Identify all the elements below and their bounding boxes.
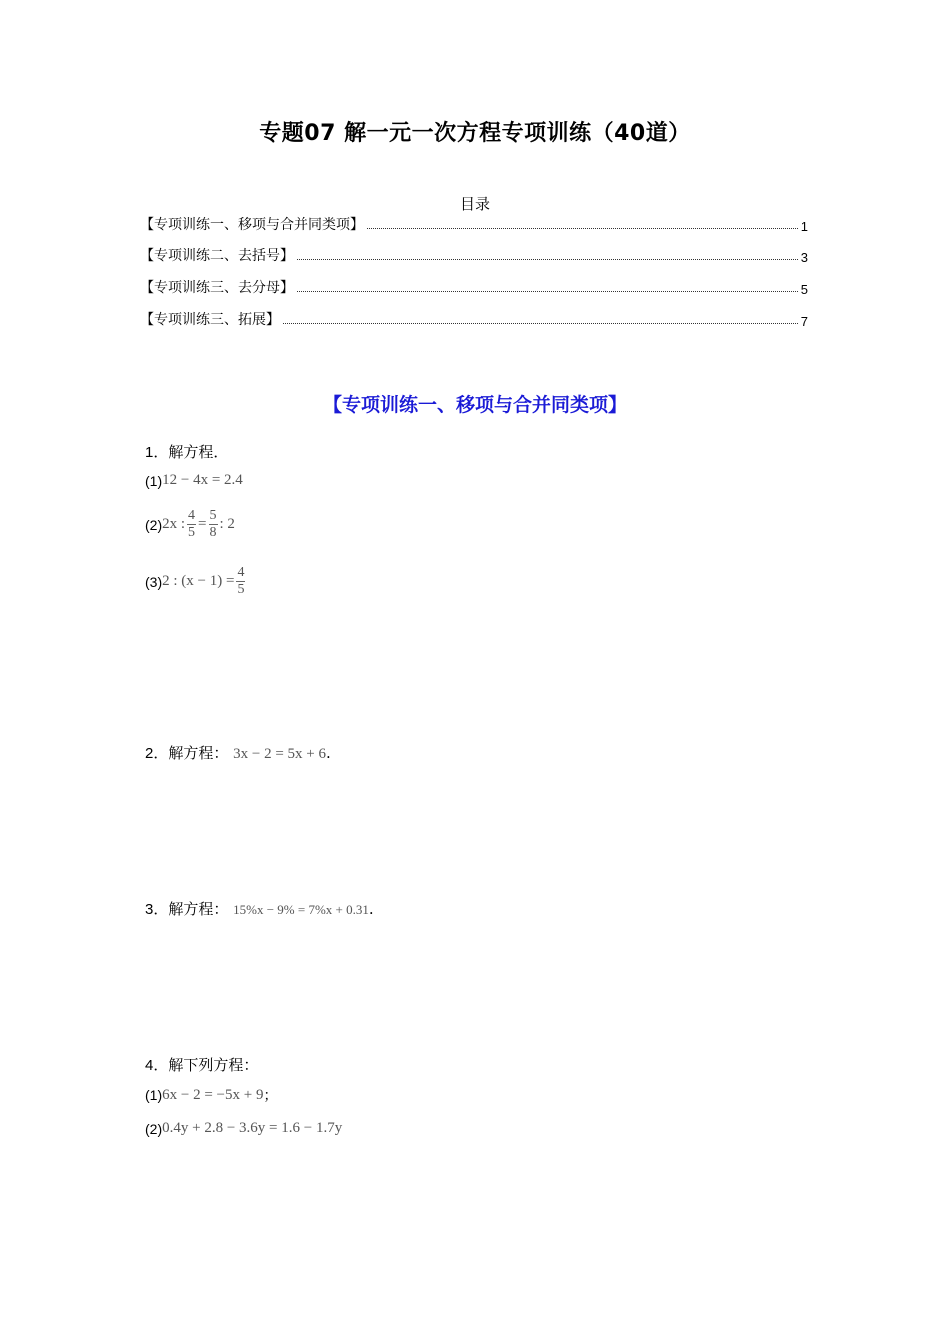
question-1-part-2 xyxy=(145,508,235,541)
fraction-numerator: 4 xyxy=(188,508,196,523)
question-number: 3． xyxy=(145,901,169,918)
question-prompt: 解方程： xyxy=(168,744,229,762)
part-label: (2) xyxy=(145,1120,163,1137)
toc-item-page: 3 xyxy=(800,250,808,265)
equation: 6x − 2 = −5x + 9 xyxy=(162,1086,264,1103)
toc-leader-dots xyxy=(283,323,798,324)
question-prompt: 解下列方程： xyxy=(168,1056,259,1074)
toc-item[interactable] xyxy=(140,307,808,329)
equation: 15%x − 9% = 7%x + 0.31 xyxy=(233,902,369,917)
question-1-part-3 xyxy=(145,565,247,598)
question-4-part-2 xyxy=(145,1120,342,1137)
toc-item[interactable] xyxy=(140,243,808,265)
fraction-denominator: 5 xyxy=(188,525,196,540)
fraction-denominator: 8 xyxy=(209,525,217,540)
toc-item[interactable] xyxy=(140,275,808,297)
section-title: 【专项训练一、移项与合并同类项】 xyxy=(322,394,627,416)
question-1 xyxy=(145,441,228,462)
page-title: 专题07 解一元一次方程专项训练（40道） xyxy=(259,121,691,146)
part-label: (3) xyxy=(145,573,163,590)
equation-term: 2 : (x − 1) = xyxy=(162,573,235,589)
fraction xyxy=(209,508,218,541)
sentence-end: ； xyxy=(263,1088,278,1104)
equals-sign: = xyxy=(198,516,207,532)
question-4 xyxy=(145,1054,258,1075)
question-number: 4． xyxy=(145,1057,169,1074)
question-prompt: 解方程． xyxy=(168,443,229,461)
equation-term: 2x : xyxy=(162,516,186,532)
part-label: (1) xyxy=(145,1087,163,1103)
fraction-numerator: 5 xyxy=(209,508,217,523)
toc-leader-dots xyxy=(297,291,798,292)
toc-item-page: 7 xyxy=(800,314,808,329)
part-label: (1) xyxy=(145,472,163,489)
question-prompt: 解方程： xyxy=(168,900,229,918)
toc-item-label: 【专项训练三、去分母】 xyxy=(140,280,294,296)
fraction-numerator: 4 xyxy=(237,565,245,580)
sentence-end: . xyxy=(368,900,374,918)
toc-item-page: 5 xyxy=(800,282,808,297)
question-number: 2． xyxy=(145,745,169,762)
toc-leader-dots xyxy=(367,228,798,229)
fraction xyxy=(187,508,196,541)
equation: 3x − 2 = 5x + 6 xyxy=(233,746,327,762)
fraction-denominator: 5 xyxy=(237,582,245,597)
toc-item-label: 【专项训练二、去括号】 xyxy=(140,248,294,264)
fraction xyxy=(236,565,245,598)
toc-leader-dots xyxy=(297,259,798,260)
question-4-part-1 xyxy=(145,1085,277,1105)
part-label: (2) xyxy=(145,516,163,533)
toc-item-label: 【专项训练一、移项与合并同类项】 xyxy=(140,217,364,233)
equation: 0.4y + 2.8 − 3.6y = 1.6 − 1.7y xyxy=(162,1120,343,1136)
toc-item-label: 【专项训练三、拓展】 xyxy=(140,312,280,328)
question-2 xyxy=(145,742,331,763)
sentence-end: . xyxy=(326,744,331,762)
toc-heading: 目录 xyxy=(459,195,490,213)
equation: 12 − 4x = 2.4 xyxy=(162,472,243,488)
equation-term: : 2 xyxy=(219,516,235,532)
question-1-part-1 xyxy=(145,472,243,489)
question-3 xyxy=(145,898,374,919)
toc-item[interactable] xyxy=(140,212,808,234)
question-number: 1． xyxy=(145,444,169,461)
toc-item-page: 1 xyxy=(800,219,808,234)
